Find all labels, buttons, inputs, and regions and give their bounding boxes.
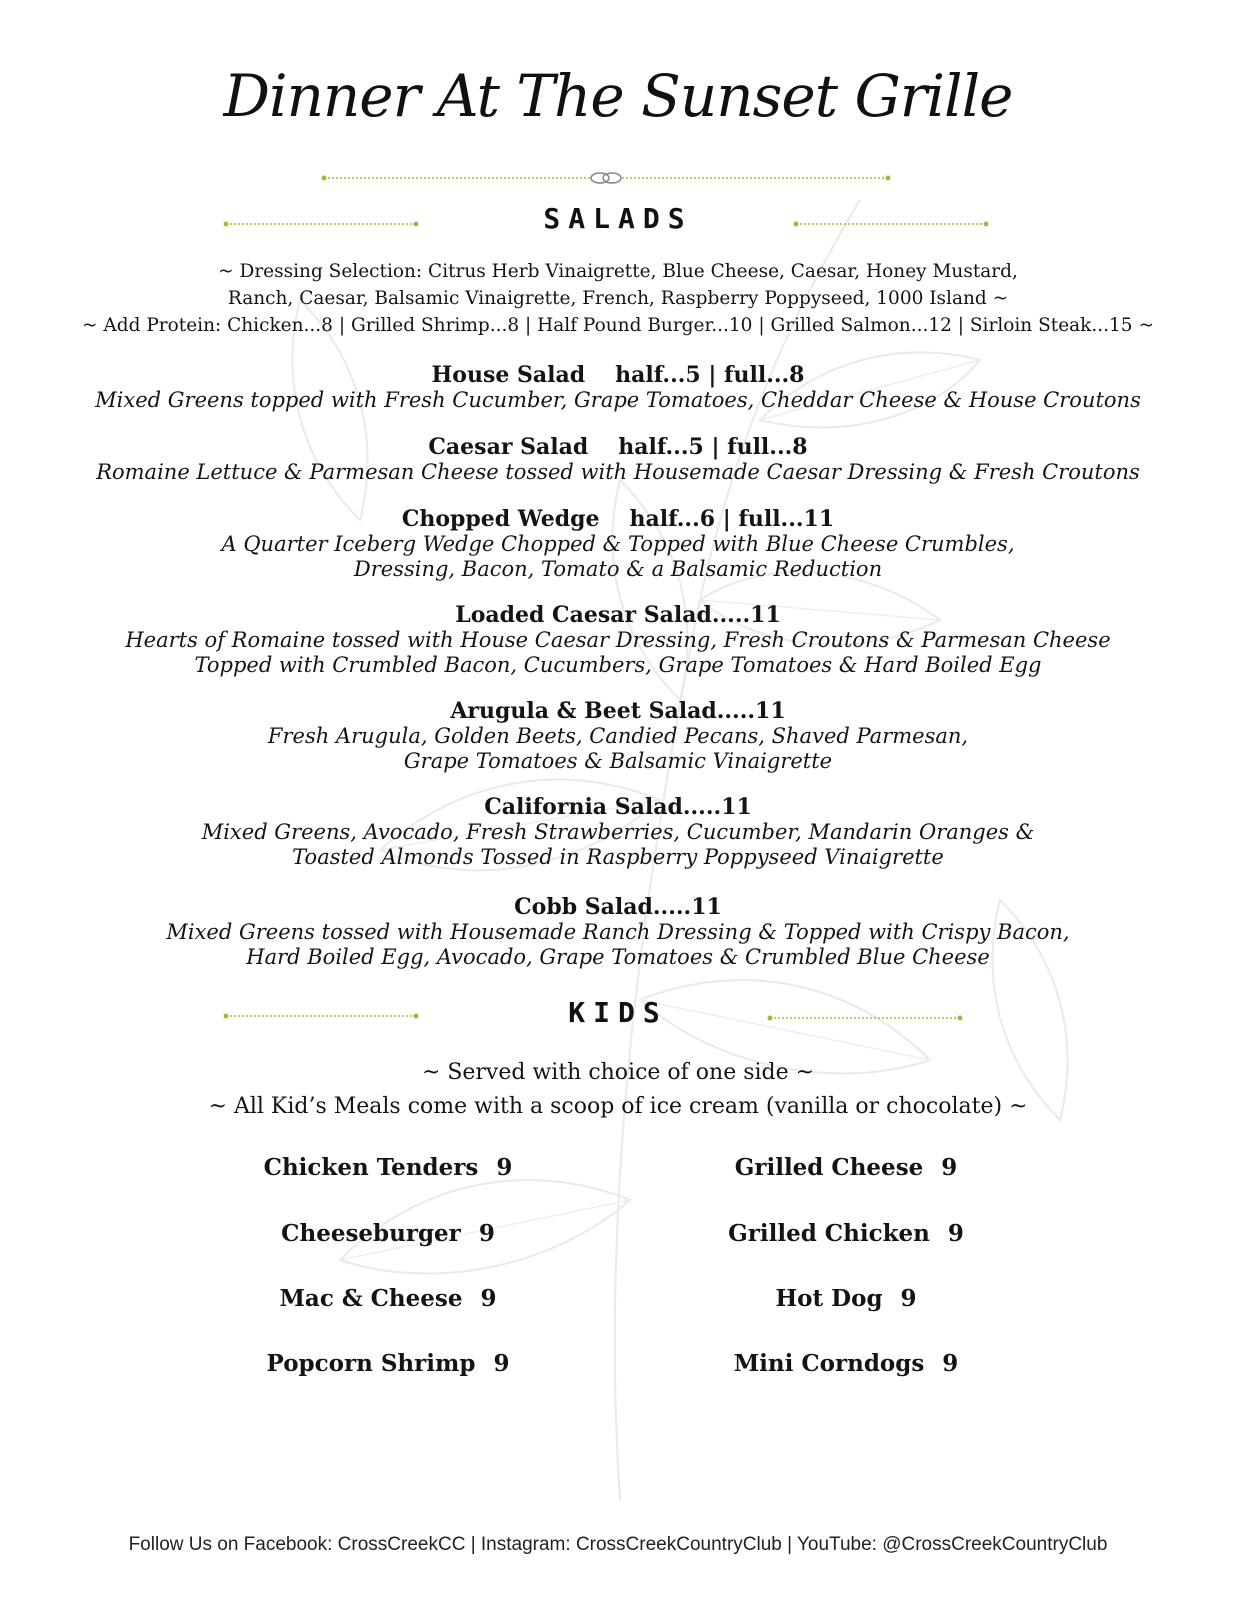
item-name: Caesar Salad [428, 434, 589, 460]
kids-item-name: Mini Corndogs [733, 1350, 925, 1377]
kids-item-price: 9 [900, 1285, 917, 1312]
item-description: Mixed Greens topped with Fresh Cucumber, Grape Tomatoes, Cheddar Cheese & House Croutons [95, 388, 1141, 412]
item-name: Chopped Wedge [401, 506, 600, 532]
menu-item-house-salad [0, 362, 1236, 413]
item-description: Fresh Arugula, Golden Beets, Candied Pecans, Shaved Parmesan, [267, 724, 969, 748]
dressing-selection-line: Ranch, Caesar, Balsamic Vinaigrette, French, Raspberry Poppyseed, 1000 Island ~ [227, 288, 1009, 309]
item-description: Grape Tomatoes & Balsamic Vinaigrette [403, 749, 833, 773]
item-description: Dressing, Bacon, Tomato & a Balsamic Reduction [353, 557, 883, 581]
item-name: House Salad [431, 362, 586, 388]
item-description: Romaine Lettuce & Parmesan Cheese tossed with Housemade Caesar Dressing & Fresh Croutons [96, 460, 1140, 484]
kids-item-mac-cheese [178, 1285, 598, 1312]
item-description: Hearts of Romaine tossed with House Caesar Dressing, Fresh Croutons & Parmesan Cheese [125, 628, 1111, 652]
item-description: Mixed Greens tossed with Housemade Ranch Dressing & Topped with Crispy Bacon, [166, 920, 1070, 944]
menu-item-arugula-beet-salad [0, 698, 1236, 774]
kids-intro [0, 1056, 1236, 1124]
item-description: Hard Boiled Egg, Avocado, Grape Tomatoes & Crumbled Blue Cheese [246, 945, 990, 969]
kids-item-price: 9 [493, 1350, 510, 1377]
knot-ornament-icon [591, 173, 621, 183]
page-title: Dinner At The Sunset Grille [223, 62, 1013, 130]
item-name: California Salad.....11 [484, 794, 752, 820]
salads-divider-right [792, 218, 990, 230]
add-protein-line: ~ Add Protein: Chicken...8 | Grilled Shrimp...8 | Half Pound Burger...10 | Grilled Salmon...12 | Sirloin Steak...15 ~ [82, 315, 1154, 336]
item-price: half...6 | full...11 [629, 506, 835, 532]
kids-item-price: 9 [480, 1285, 497, 1312]
kids-item-name: Cheeseburger [281, 1220, 461, 1247]
kids-item-chicken-tenders [178, 1154, 598, 1181]
kids-item-name: Grilled Chicken [728, 1220, 930, 1247]
kids-item-name: Popcorn Shrimp [266, 1350, 476, 1377]
kids-item-price: 9 [947, 1220, 964, 1247]
menu-item-loaded-caesar-salad [0, 602, 1236, 678]
kids-ice-cream-note: ~ All Kid’s Meals come with a scoop of ice cream (vanilla or chocolate) ~ [208, 1094, 1028, 1119]
item-description: Mixed Greens, Avocado, Fresh Strawberries, Cucumber, Mandarin Oranges & [201, 820, 1035, 844]
item-description: A Quarter Iceberg Wedge Chopped & Topped with Blue Cheese Crumbles, [221, 532, 1015, 556]
kids-item-grilled-chicken [636, 1220, 1056, 1247]
salads-heading: SALADS [543, 202, 693, 235]
kids-heading: KIDS [568, 996, 668, 1029]
item-price: half...5 | full...8 [618, 434, 808, 460]
menu-item-california-salad [0, 794, 1236, 870]
dressing-selection-line: ~ Dressing Selection: Citrus Herb Vinaigrette, Blue Cheese, Caesar, Honey Mustard, [218, 261, 1018, 282]
item-name: Cobb Salad.....11 [514, 894, 722, 920]
kids-item-popcorn-shrimp [178, 1350, 598, 1377]
title-divider [320, 168, 892, 188]
kids-item-price: 9 [941, 1154, 958, 1181]
salads-intro [0, 258, 1236, 339]
kids-side-note: ~ Served with choice of one side ~ [421, 1060, 815, 1085]
kids-item-price: 9 [942, 1350, 959, 1377]
kids-item-name: Chicken Tenders [263, 1154, 479, 1181]
kids-item-cheeseburger [178, 1220, 598, 1247]
menu-item-chopped-wedge [0, 506, 1236, 582]
item-name: Arugula & Beet Salad.....11 [450, 698, 786, 724]
kids-divider-right [766, 1012, 964, 1024]
menu-item-caesar-salad [0, 434, 1236, 485]
item-name: Loaded Caesar Salad.....11 [455, 602, 781, 628]
kids-item-name: Grilled Cheese [734, 1154, 924, 1181]
kids-item-price: 9 [496, 1154, 513, 1181]
kids-item-hot-dog [636, 1285, 1056, 1312]
item-description: Topped with Crumbled Bacon, Cucumbers, Grape Tomatoes & Hard Boiled Egg [194, 653, 1042, 677]
social-media-footer: Follow Us on Facebook: CrossCreekCC | Instagram: CrossCreekCountryClub | YouTube: @CrossCreekCountryClub [128, 1534, 1108, 1555]
kids-item-grilled-cheese [636, 1154, 1056, 1181]
kids-item-name: Hot Dog [775, 1285, 883, 1312]
menu-item-cobb-salad [0, 894, 1236, 970]
item-description: Toasted Almonds Tossed in Raspberry Poppyseed Vinaigrette [292, 845, 944, 869]
kids-item-price: 9 [478, 1220, 495, 1247]
kids-item-name: Mac & Cheese [279, 1285, 463, 1312]
item-price: half...5 | full...8 [615, 362, 805, 388]
kids-item-mini-corndogs [636, 1350, 1056, 1377]
